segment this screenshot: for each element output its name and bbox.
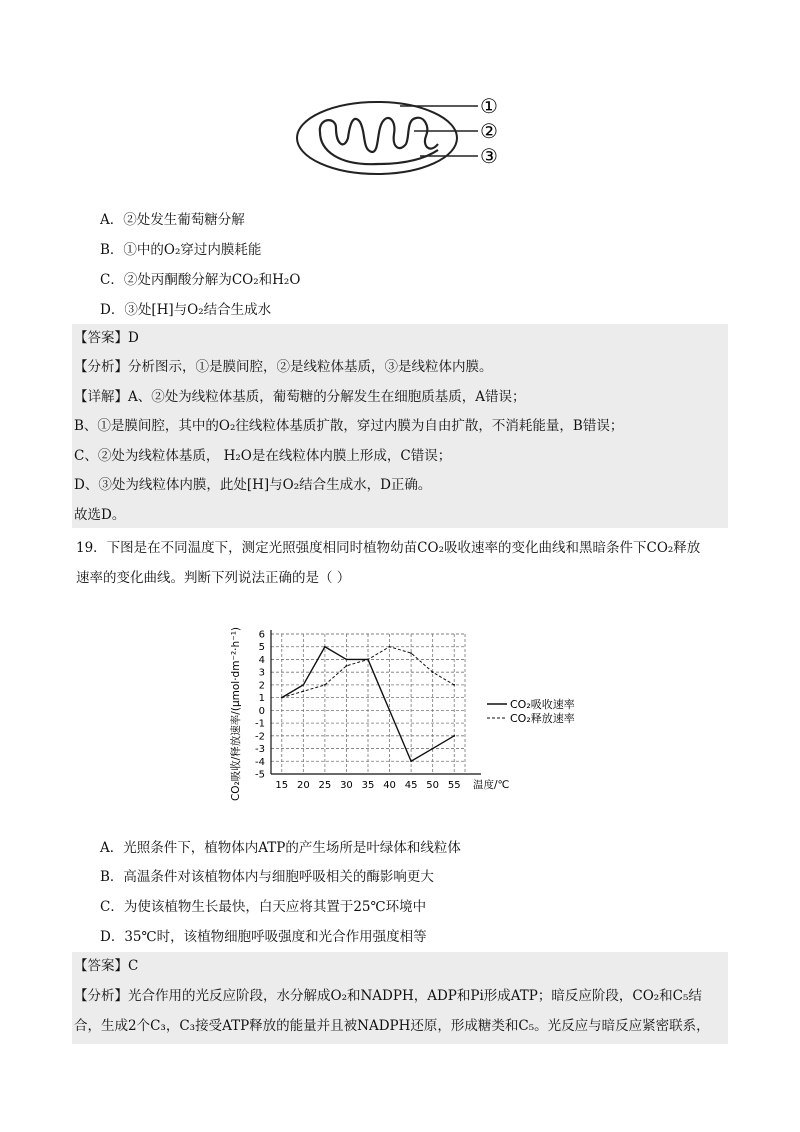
q18-detail-5: 故选D。 <box>74 507 126 523</box>
x-axis-label: 温度/℃ <box>473 779 510 791</box>
y-tick-label: -5 <box>255 769 265 781</box>
y-tick-label: -4 <box>255 756 265 768</box>
y-tick-label: 4 <box>258 654 265 666</box>
data-point <box>453 684 455 686</box>
x-tick-label: 30 <box>340 780 353 791</box>
q19-analysis-2: 合，生成2个C₃，C₃接受ATP释放的能量并且被NADPH还原，形成糖类和C₅。光反应与暗反应紧密联系， <box>74 1018 710 1034</box>
x-tick-label: 20 <box>296 780 310 791</box>
label-2: ② <box>480 119 498 143</box>
data-point <box>410 760 412 762</box>
x-tick-label: 45 <box>404 780 418 791</box>
q18-detail-4: D、③处为线粒体内膜，此处[H]与O₂结合生成水，D正确。 <box>74 477 432 493</box>
q18-option-a: A．②处发生葡萄糖分解 <box>100 212 245 228</box>
data-point <box>346 659 348 661</box>
q18-detail-2: B、①是膜间腔，其中的O₂往线粒体基质扩散，穿过内膜为自由扩散，不消耗能量，B错误； <box>74 418 624 434</box>
y-tick-label: 1 <box>258 693 265 705</box>
q19-analysis-1: 【分析】光合作用的光反应阶段，水分解成O₂和NADPH，ADP和Pi形成ATP；暗反应阶段，CO₂和C₅结 <box>74 988 702 1004</box>
q19-option-a: A．光照条件下，植物体内ATP的产生场所是叶绿体和线粒体 <box>100 840 461 856</box>
q19-stem-1: 19．下图是在不同温度下，测定光照强度相同时植物幼苗CO₂吸收速率的变化曲线和黑暗条件下CO₂释放 <box>76 540 701 556</box>
y-axis-label: CO₂吸收/释放速率/(μmol·dm⁻²·h⁻¹) <box>230 626 242 802</box>
y-tick-label: 3 <box>258 667 265 679</box>
data-point <box>324 646 326 648</box>
x-tick-label: 40 <box>383 780 396 791</box>
data-point <box>324 684 326 686</box>
data-point <box>346 665 348 667</box>
data-point <box>281 697 283 699</box>
y-tick-label: 5 <box>258 642 265 654</box>
inner-membrane <box>320 118 438 164</box>
x-tick-label: 35 <box>361 780 375 791</box>
data-point <box>302 684 304 686</box>
q18-option-d: D．③处[H]与O₂结合生成水 <box>100 302 272 318</box>
q19-stem-2: 速率的变化曲线。判断下列说法正确的是（ ） <box>76 570 351 586</box>
q19-option-b: B．高温条件对该植物体内与细胞呼吸相关的酶影响更大 <box>100 869 434 885</box>
q18-detail-1: 【详解】A、②处为线粒体基质，葡萄糖的分解发生在细胞质基质，A错误； <box>74 389 526 405</box>
x-tick-label: 50 <box>426 780 440 791</box>
x-tick-label: 25 <box>318 780 332 791</box>
data-point <box>389 709 391 711</box>
y-tick-label: -2 <box>255 731 265 743</box>
label-1: ① <box>480 94 498 118</box>
x-tick-label: 55 <box>447 780 461 791</box>
q19-option-c: C．为使该植物生长最快，白天应将其置于25℃环境中 <box>100 899 427 915</box>
data-point <box>389 646 391 648</box>
mitochondrion-diagram <box>290 92 510 184</box>
data-point <box>432 671 434 673</box>
q19-option-d: D．35℃时，该植物细胞呼吸强度和光合作用强度相等 <box>100 929 427 945</box>
x-tick-label: 15 <box>275 780 289 791</box>
label-3: ③ <box>480 144 498 168</box>
y-tick-label: -1 <box>255 718 265 730</box>
data-point <box>410 652 412 654</box>
q18-analysis: 【分析】分析图示，①是膜间腔，②是线粒体基质，③是线粒体内膜。 <box>74 359 493 375</box>
y-tick-label: 6 <box>258 629 265 641</box>
legend-label-1: CO₂吸收速率 <box>510 698 575 711</box>
y-tick-label: -3 <box>255 744 265 756</box>
data-point <box>367 659 369 661</box>
data-point <box>432 748 434 750</box>
data-point <box>302 690 304 692</box>
q18-option-c: C．②处丙酮酸分解为CO₂和H₂O <box>100 272 301 288</box>
q18-detail-3: C、②处为线粒体基质， H₂O是在线粒体内膜上形成，C错误； <box>74 448 452 464</box>
q18-option-b: B．①中的O₂穿过内膜耗能 <box>100 242 262 258</box>
co2-rate-chart <box>225 620 625 820</box>
q19-answer: 【答案】C <box>74 958 139 974</box>
y-tick-label: 2 <box>258 680 265 692</box>
legend-label-2: CO₂释放速率 <box>510 712 575 725</box>
y-tick-label: 0 <box>258 705 265 717</box>
data-point <box>453 735 455 737</box>
q18-answer: 【答案】D <box>74 330 139 346</box>
